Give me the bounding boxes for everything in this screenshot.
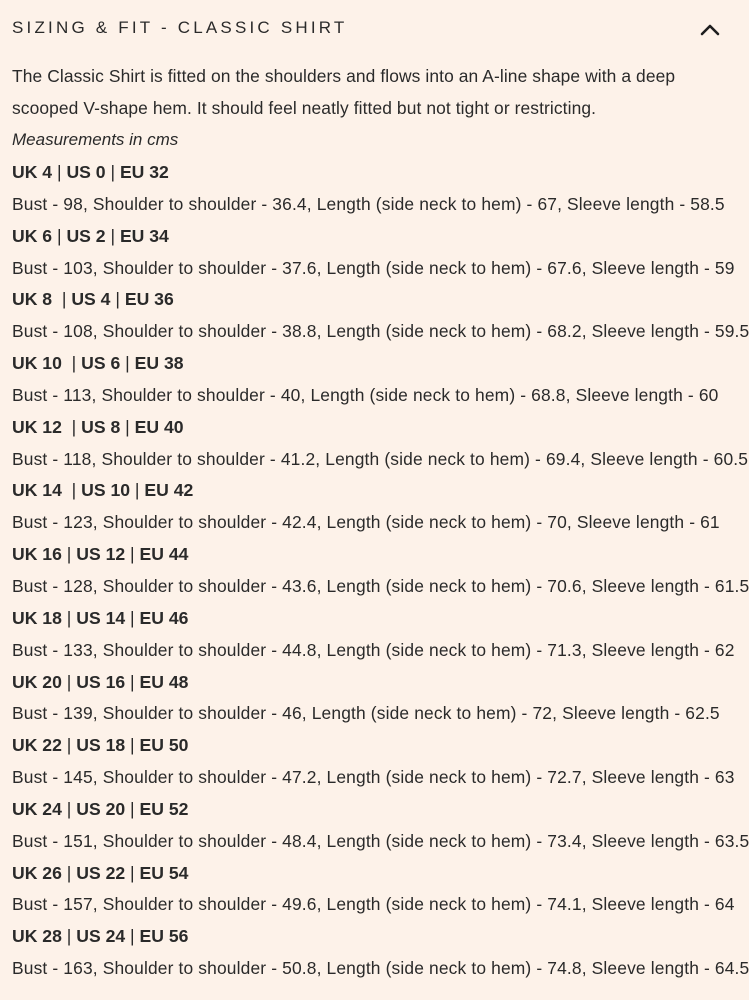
size-separator: |: [66, 353, 82, 374]
size-measurements: Bust - 145, Shoulder to shoulder - 47.2, Length (side neck to hem) - 72.7, Sleeve length - 63: [12, 767, 735, 788]
size-separator: |: [130, 480, 145, 501]
size-entry: [12, 602, 737, 666]
size-measurements: Bust - 163, Shoulder to shoulder - 50.8, Length (side neck to hem) - 74.8, Sleeve length - 64.5: [12, 958, 749, 979]
size-us: US 20: [76, 798, 126, 819]
accordion-body: [12, 60, 749, 984]
size-us: US 18: [76, 735, 126, 756]
size-measurements: Bust - 118, Shoulder to shoulder - 41.2, Length (side neck to hem) - 69.4, Sleeve length - 60.5: [12, 448, 749, 469]
size-heading: [12, 411, 737, 443]
size-measurements: Bust - 139, Shoulder to shoulder - 46, Length (side neck to hem) - 72, Sleeve length - 62.5: [12, 703, 720, 724]
size-eu: EU 52: [139, 798, 189, 819]
size-eu: EU 44: [139, 544, 189, 565]
size-separator: |: [66, 416, 82, 437]
size-heading: [12, 283, 737, 315]
size-separator: |: [61, 544, 77, 565]
size-measurements: Bust - 123, Shoulder to shoulder - 42.4, Length (side neck to hem) - 70, Sleeve length - 61: [12, 512, 720, 533]
size-heading: [12, 347, 737, 379]
size-uk: UK 18: [12, 607, 62, 628]
size-separator: |: [61, 862, 77, 883]
size-separator: |: [61, 798, 77, 819]
size-measurements: Bust - 98, Shoulder to shoulder - 36.4, Length (side neck to hem) - 67, Sleeve length - 58.5: [12, 193, 725, 214]
size-heading: [12, 220, 737, 252]
size-separator: |: [52, 162, 67, 182]
size-us: US 2: [66, 225, 106, 246]
size-separator: |: [120, 416, 135, 437]
size-eu: EU 42: [144, 480, 194, 501]
size-eu: EU 34: [119, 225, 169, 246]
accordion-title: SIZING & FIT - CLASSIC SHIRT: [12, 18, 348, 37]
size-entry: [12, 347, 737, 411]
size-eu: EU 38: [134, 353, 184, 374]
size-entry: [12, 857, 737, 921]
chevron-up-icon[interactable]: [699, 19, 721, 41]
size-separator: |: [105, 225, 120, 246]
size-measurements: Bust - 151, Shoulder to shoulder - 48.4, Length (side neck to hem) - 73.4, Sleeve length - 63.5: [12, 830, 749, 851]
size-entry: [12, 538, 749, 602]
size-uk: UK 4: [12, 162, 53, 182]
size-uk: UK 6: [12, 225, 53, 246]
size-measurements: Bust - 133, Shoulder to shoulder - 44.8, Length (side neck to hem) - 71.3, Sleeve length - 62: [12, 639, 735, 660]
size-measurements: Bust - 108, Shoulder to shoulder - 38.8, Length (side neck to hem) - 68.2, Sleeve length - 59.5: [12, 321, 749, 342]
size-uk: UK 28: [12, 926, 62, 947]
size-separator: |: [125, 926, 140, 947]
size-us: US 0: [66, 162, 106, 182]
size-uk: UK 22: [12, 735, 62, 756]
size-entry: [12, 220, 737, 284]
size-uk: UK 20: [12, 671, 62, 692]
size-heading: [12, 920, 737, 952]
size-measurements: Bust - 103, Shoulder to shoulder - 37.6, Length (side neck to hem) - 67.6, Sleeve length - 59: [12, 257, 735, 278]
size-entry: [12, 729, 737, 793]
size-separator: |: [125, 544, 140, 565]
size-uk: UK 10: [12, 353, 67, 374]
size-entry: [12, 474, 737, 538]
size-heading: [12, 666, 737, 698]
size-separator: |: [61, 607, 77, 628]
size-eu: EU 56: [139, 926, 189, 947]
size-entry: [12, 920, 749, 984]
size-us: US 6: [81, 353, 121, 374]
size-separator: |: [125, 798, 140, 819]
size-separator: |: [125, 671, 140, 692]
size-heading: [12, 793, 737, 825]
accordion-header[interactable]: [12, 0, 737, 60]
size-uk: UK 8: [12, 289, 57, 310]
size-eu: EU 40: [134, 416, 184, 437]
size-us: US 12: [76, 544, 126, 565]
size-us: US 24: [76, 926, 126, 947]
size-list: [12, 156, 749, 984]
size-separator: |: [125, 862, 140, 883]
size-us: US 16: [76, 671, 126, 692]
size-heading: [12, 538, 737, 570]
size-heading: [12, 474, 737, 506]
size-eu: EU 50: [139, 735, 189, 756]
size-measurements: Bust - 157, Shoulder to shoulder - 49.6, Length (side neck to hem) - 74.1, Sleeve length - 64: [12, 894, 735, 915]
size-separator: |: [52, 225, 67, 246]
size-eu: EU 46: [139, 607, 189, 628]
size-heading: [12, 729, 737, 761]
size-heading: [12, 857, 737, 889]
size-measurements: Bust - 113, Shoulder to shoulder - 40, Length (side neck to hem) - 68.8, Sleeve length - 60: [12, 384, 719, 405]
size-uk: UK 24: [12, 798, 62, 819]
size-separator: |: [66, 480, 82, 501]
size-uk: UK 16: [12, 544, 62, 565]
size-separator: |: [105, 162, 120, 182]
size-entry: [12, 283, 749, 347]
size-us: US 8: [81, 416, 121, 437]
size-separator: |: [61, 926, 77, 947]
size-uk: UK 26: [12, 862, 62, 883]
size-heading: [12, 602, 737, 634]
size-us: US 4: [71, 289, 111, 310]
size-eu: EU 48: [139, 671, 189, 692]
size-eu: EU 32: [119, 162, 169, 182]
size-us: US 14: [76, 607, 126, 628]
size-uk: UK 14: [12, 480, 67, 501]
size-separator: |: [61, 735, 77, 756]
size-us: US 10: [81, 480, 131, 501]
size-entry: [12, 793, 749, 857]
size-entry: [12, 411, 749, 475]
size-separator: |: [120, 353, 135, 374]
size-eu: EU 54: [139, 862, 189, 883]
size-heading: [12, 156, 737, 188]
size-us: US 22: [76, 862, 126, 883]
size-uk: UK 12: [12, 416, 67, 437]
size-separator: |: [125, 735, 140, 756]
size-separator: |: [125, 607, 140, 628]
size-eu: EU 36: [124, 289, 174, 310]
size-separator: |: [56, 289, 72, 310]
size-entry: [12, 156, 737, 220]
size-separator: |: [61, 671, 77, 692]
fit-description: The Classic Shirt is fitted on the shoulders and flows into an A-line shape with a deep scooped V-shape hem. It should feel neatly fitted but not tight or restricting.: [12, 66, 676, 118]
size-entry: [12, 666, 737, 730]
size-separator: |: [110, 289, 125, 310]
size-measurements: Bust - 128, Shoulder to shoulder - 43.6, Length (side neck to hem) - 70.6, Sleeve length - 61.5: [12, 575, 749, 596]
units-note: Measurements in cms: [12, 130, 179, 149]
